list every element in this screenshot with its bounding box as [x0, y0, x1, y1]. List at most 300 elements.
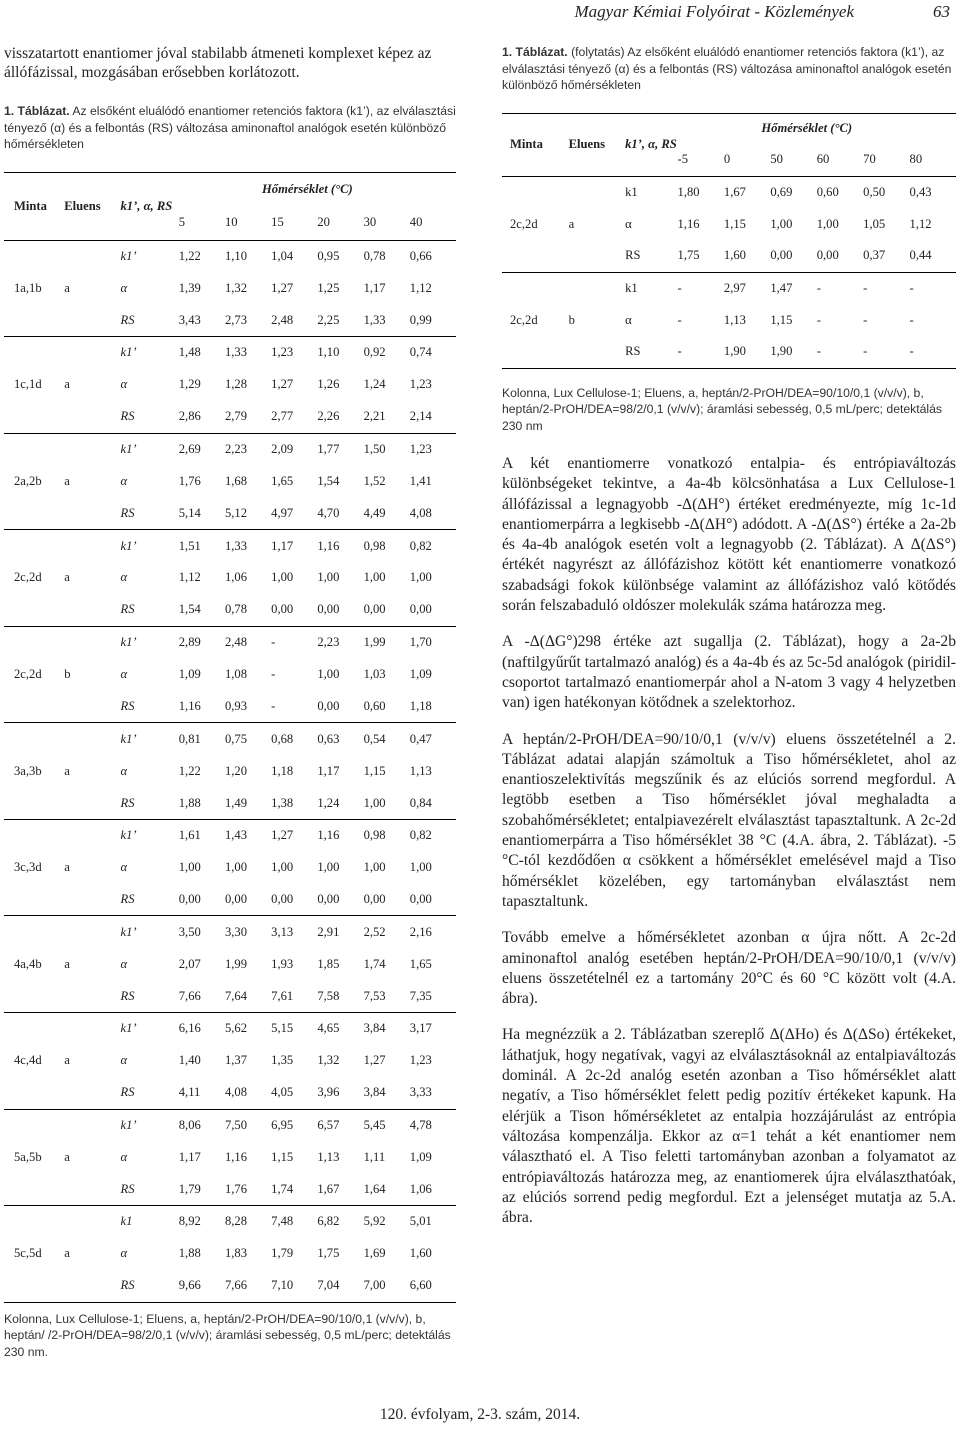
eluens-cell — [64, 433, 120, 465]
value-cell: 1,23 — [410, 433, 456, 465]
value-cell: - — [816, 312, 821, 327]
eluens-cell — [64, 723, 120, 755]
value-cell: 2,25 — [317, 312, 340, 327]
table-row — [4, 369, 456, 401]
table1-caption — [4, 103, 456, 153]
col-temp-label: Hőmérséklet (°C) — [761, 120, 853, 135]
value-cell: 0,54 — [364, 723, 410, 755]
value-cell: - — [271, 698, 276, 713]
eluens-cell — [64, 1206, 120, 1238]
value-cell: 3,96 — [317, 1085, 340, 1100]
value-cell: 1,65 — [271, 473, 294, 488]
value-cell: 1,67 — [723, 184, 746, 199]
value-cell: 0,50 — [863, 184, 886, 199]
value-cell: 7,66 — [178, 988, 201, 1003]
value-cell: 3,13 — [271, 916, 317, 948]
value-cell: 7,00 — [363, 1278, 386, 1293]
param-cell: k1’ — [121, 337, 179, 369]
value-cell: 1,51 — [179, 530, 225, 562]
minta-cell — [4, 1270, 64, 1302]
value-cell: 1,65 — [409, 956, 432, 971]
value-cell: 1,39 — [178, 280, 201, 295]
table1-footnote: Kolonna, Lux Cellulose-1; Eluens, a, heptán/2-PrOH/DEA=90/10/0,1 (v/v/v), b, heptán/ /2-PrOH/DEA=98/2/0,1 (v/v/v); áramlási sebesség, 0,5 mL/perc; detektálás 230 nm. — [4, 1311, 451, 1359]
temp-header: 70 — [863, 151, 876, 166]
eluens-cell — [569, 240, 625, 272]
value-cell: 1,09 — [409, 1149, 432, 1164]
col-temp-label: Hőmérséklet (°C) — [262, 181, 353, 196]
value-cell: 1,68 — [224, 473, 247, 488]
value-cell: 1,00 — [409, 860, 432, 875]
value-cell: 1,33 — [225, 530, 271, 562]
param-cell: RS — [120, 602, 135, 617]
value-cell: 0,78 — [224, 602, 247, 617]
value-cell: 1,60 — [409, 1246, 432, 1261]
temp-header: 10 — [224, 215, 238, 230]
minta-cell: 5c,5d — [14, 1246, 42, 1261]
value-cell: 0,00 — [271, 602, 294, 617]
value-cell: 1,79 — [271, 1246, 294, 1261]
value-cell: 1,75 — [317, 1246, 340, 1261]
minta-cell — [4, 498, 64, 530]
minta-cell — [4, 240, 64, 272]
value-cell: 1,23 — [271, 337, 317, 369]
page-number: 63 — [933, 2, 950, 21]
temp-header: 60 — [816, 151, 830, 166]
eluens-cell — [64, 980, 120, 1012]
param-cell: k1’ — [121, 530, 179, 562]
eluens-cell: a — [64, 1149, 70, 1164]
value-cell: 1,85 — [317, 956, 340, 971]
param-cell: k1 — [121, 1206, 179, 1238]
table1-cont-caption — [502, 44, 956, 94]
value-cell: 1,28 — [224, 377, 247, 392]
value-cell: 1,00 — [271, 860, 294, 875]
table1-continued — [502, 113, 956, 369]
value-cell: - — [271, 667, 276, 682]
value-cell: - — [271, 626, 317, 658]
value-cell: 1,43 — [225, 819, 271, 851]
value-cell: 2,89 — [179, 626, 225, 658]
value-cell: 7,04 — [317, 1278, 340, 1293]
value-cell: 1,35 — [271, 1053, 294, 1068]
value-cell: 0,63 — [317, 723, 363, 755]
body-text — [502, 454, 956, 1228]
value-cell: 0,98 — [364, 819, 410, 851]
minta-cell — [4, 916, 64, 948]
minta-cell: 1a,1b — [14, 280, 42, 295]
value-cell: 8,28 — [225, 1206, 271, 1238]
table-row — [4, 1141, 456, 1173]
eluens-cell — [64, 1013, 120, 1045]
table-row — [4, 304, 456, 336]
value-cell: 1,41 — [409, 473, 432, 488]
value-cell: 1,00 — [317, 860, 340, 875]
value-cell: 1,12 — [909, 216, 932, 231]
value-cell: 2,73 — [224, 312, 247, 327]
table-row — [4, 337, 456, 369]
table-row — [4, 819, 456, 851]
value-cell: 0,00 — [178, 892, 201, 907]
minta-cell: 4a,4b — [14, 956, 42, 971]
value-cell: 4,08 — [224, 1085, 247, 1100]
value-cell: - — [863, 344, 868, 359]
value-cell: 1,06 — [409, 1181, 432, 1196]
value-cell: 4,70 — [317, 505, 340, 520]
value-cell: 4,65 — [317, 1013, 363, 1045]
value-cell: 1,00 — [363, 860, 386, 875]
table-row — [4, 658, 456, 690]
eluens-cell — [64, 337, 120, 369]
value-cell: 1,00 — [770, 216, 793, 231]
value-cell: 1,06 — [224, 570, 247, 585]
body-paragraph: Tovább emelve a hőmérsékletet azonban α újra nőtt. A 2c-2d aminonaftol analóg esetében heptán/2-PrOH/DEA=90/10/0,1 (v/v/v) eluens összetételnél ez a tartomány 20°C és 60 °C között volt (4.A. ábra). — [502, 929, 956, 1008]
value-cell: 8,92 — [179, 1206, 225, 1238]
minta-cell — [4, 884, 64, 916]
value-cell: 1,79 — [178, 1181, 201, 1196]
param-cell: RS — [120, 409, 135, 424]
col-minta: Minta — [510, 137, 543, 151]
param-cell: α — [120, 1149, 128, 1164]
value-cell: 1,25 — [317, 280, 340, 295]
value-cell: 6,16 — [179, 1013, 225, 1045]
body-paragraph: A két enantiomerre vonatkozó entalpia- és entrópiaváltozás különbségeket tekintve, a 4a-4b kölcsönhatása a Lux Cellulose-1 állófázissal a legnagyobb -Δ(ΔH°) értéket eredményezte, míg 1c-1d enantiomerpárra a legkisebb -Δ(ΔH°) adódott. A -Δ(ΔS°) értéke a 2a-2b és 4a-4b analógok esetén volt a legnagyobb (2. Táblázat). A Δ(ΔS°) értékét nagyrészt az állófázishoz kötött két enantiomerre vonatkozó szabadsági fokok különbsége valamint az állófázishoz való kötődés során felszabaduló oldószer molekulák száma határozza meg. — [502, 455, 956, 615]
minta-cell — [4, 1206, 64, 1238]
minta-cell — [502, 176, 569, 208]
body-paragraph: Ha megnézzük a 2. Táblázatban szereplő Δ(ΔHo) és Δ(ΔSo) értékeket, láthatjuk, hogy negatívak, vagyi az elválasztásoknál az entalpiaváltozás dominál. A 2c-2d analóg esetén azonban a Tiso hőmérséklet alatt negatív, a Tiso hőmérséklet felett pedig pozitív értékeket kapunk. Ha elérjük a Tison hőmérsékletet az entalpia hozzájárulást az entrópia változása kompenzálja. Ekkor az α=1 tehát a két enantiomer nem választható el. A Tiso feletti tartományban azonban a folyamatot az entrópiaváltozás határozza meg, az enantiomerek újra elválaszthatóak, az elúciós sorrend pedig megfordul. Ezt a jelenséget mutatja az 5.A. ábra. — [502, 1026, 956, 1227]
value-cell: 0,00 — [363, 892, 386, 907]
param-cell: k1’ — [121, 723, 179, 755]
value-cell: 0,66 — [409, 248, 432, 263]
intro-paragraph: visszatartott enantiomer jóval stabilabb átmeneti komplexet képez az állófázissal, mozgásában erősebben korlátozott. — [4, 45, 432, 81]
value-cell: 1,32 — [224, 280, 247, 295]
value-cell: 1,00 — [317, 570, 340, 585]
value-cell: 0,60 — [816, 184, 839, 199]
value-cell: 1,33 — [363, 312, 386, 327]
value-cell: 0,47 — [410, 723, 456, 755]
param-cell: RS — [120, 505, 135, 520]
value-cell: 1,00 — [409, 570, 432, 585]
eluens-cell: a — [64, 1053, 70, 1068]
minta-cell — [4, 1013, 64, 1045]
eluens-cell — [64, 530, 120, 562]
right-column — [502, 44, 956, 1228]
value-cell: - — [816, 344, 821, 359]
value-cell: 2,26 — [317, 409, 340, 424]
param-cell: k1’ — [120, 248, 137, 263]
value-cell: 3,50 — [179, 916, 225, 948]
param-cell: α — [625, 216, 632, 231]
value-cell: 1,52 — [363, 473, 386, 488]
value-cell: 1,32 — [317, 1053, 340, 1068]
value-cell: 2,69 — [179, 433, 225, 465]
value-cell: 0,37 — [863, 248, 886, 263]
param-cell: k1 — [625, 184, 638, 199]
value-cell: 1,37 — [224, 1053, 247, 1068]
param-cell: α — [120, 1246, 128, 1261]
value-cell: 1,67 — [317, 1181, 340, 1196]
table-row — [4, 626, 456, 658]
value-cell: - — [677, 344, 682, 359]
page-footer: 120. évfolyam, 2-3. szám, 2014. — [379, 1406, 581, 1423]
page-header — [0, 2, 960, 26]
minta-cell — [502, 336, 569, 368]
table-row — [502, 272, 956, 304]
minta-cell — [4, 980, 64, 1012]
value-cell: 2,77 — [271, 409, 294, 424]
eluens-cell: a — [64, 956, 70, 971]
table2-body — [502, 176, 956, 368]
value-cell: 0,99 — [409, 312, 432, 327]
value-cell: 1,24 — [363, 377, 386, 392]
value-cell: 1,74 — [271, 1181, 294, 1196]
minta-cell: 4c,4d — [14, 1053, 42, 1068]
value-cell: 6,95 — [271, 1109, 317, 1141]
eluens-cell — [64, 691, 120, 723]
minta-cell — [4, 1173, 64, 1205]
value-cell: 1,49 — [224, 795, 247, 810]
value-cell: 7,48 — [271, 1206, 317, 1238]
value-cell: 6,60 — [409, 1278, 432, 1293]
value-cell: 0,00 — [271, 892, 294, 907]
eluens-cell: a — [64, 860, 70, 875]
value-cell: 9,66 — [178, 1278, 201, 1293]
value-cell: 2,79 — [224, 409, 247, 424]
param-cell: RS — [120, 1085, 135, 1100]
minta-cell: 2c,2d — [14, 570, 42, 585]
minta-cell: 2c,2d — [510, 216, 538, 231]
col-params: k1’, α, RS — [625, 137, 677, 151]
caption-text: Az elsőként eluálódó enantiomer retenciós faktora (k1’), az elválasztási tényező (α) és a felbontás (RS) változása aminonaftol analógok esetén különböző hőmérsékleten — [4, 104, 456, 151]
caption-text: (folytatás) Az elsőként eluálódó enantiomer retenciós faktora (k1’), az elválasztási tényező (α) és a felbontás (RS) változása aminonaftol analógok esetén különböző hőmérsékleten — [502, 45, 952, 92]
value-cell: 5,14 — [178, 505, 201, 520]
value-cell: 0,81 — [179, 723, 225, 755]
table-row — [4, 691, 456, 723]
value-cell: 4,97 — [271, 505, 294, 520]
value-cell: 5,62 — [225, 1013, 271, 1045]
eluens-cell: b — [568, 312, 575, 327]
temp-header: 20 — [317, 215, 330, 230]
value-cell: 1,00 — [224, 860, 247, 875]
value-cell: 1,15 — [723, 216, 746, 231]
value-cell: 1,64 — [363, 1181, 386, 1196]
value-cell: 7,50 — [225, 1109, 271, 1141]
value-cell: 1,50 — [364, 433, 410, 465]
param-cell: RS — [120, 795, 135, 810]
value-cell: 1,40 — [178, 1053, 201, 1068]
eluens-cell — [64, 884, 120, 916]
param-cell: RS — [120, 1181, 135, 1196]
minta-cell — [4, 626, 64, 658]
eluens-cell — [569, 176, 625, 208]
minta-cell: 2a,2b — [14, 473, 42, 488]
value-cell: 4,11 — [178, 1085, 201, 1100]
value-cell: 0,00 — [317, 602, 340, 617]
value-cell: 5,45 — [364, 1109, 410, 1141]
value-cell: 3,84 — [364, 1013, 410, 1045]
value-cell: 1,99 — [224, 956, 247, 971]
value-cell: 2,48 — [271, 312, 294, 327]
param-cell: k1’ — [121, 1109, 179, 1141]
param-cell: k1’ — [121, 433, 179, 465]
table-row — [4, 272, 456, 304]
value-cell: 1,69 — [363, 1246, 386, 1261]
value-cell: 5,15 — [271, 1013, 317, 1045]
value-cell: 2,07 — [178, 956, 201, 971]
param-cell: RS — [120, 312, 135, 327]
value-cell: 2,97 — [724, 272, 770, 304]
value-cell: 7,66 — [224, 1278, 247, 1293]
value-cell: 1,80 — [677, 184, 700, 199]
table-row — [4, 1013, 456, 1045]
param-cell: RS — [120, 1278, 135, 1293]
col-eluens: Eluens — [568, 137, 605, 151]
value-cell: 4,08 — [409, 505, 432, 520]
table-row — [4, 1206, 456, 1238]
eluens-cell — [64, 1109, 120, 1141]
table-row — [502, 336, 956, 368]
temp-header: 15 — [271, 215, 284, 230]
eluens-cell — [569, 336, 625, 368]
value-cell: 0,92 — [364, 337, 410, 369]
value-cell: 4,49 — [363, 505, 386, 520]
value-cell: 3,84 — [363, 1085, 386, 1100]
table1 — [4, 172, 456, 1303]
value-cell: 1,22 — [178, 763, 201, 778]
value-cell: 1,18 — [409, 698, 432, 713]
table-row — [4, 1109, 456, 1141]
minta-cell: 2c,2d — [510, 312, 538, 327]
value-cell: 0,68 — [271, 723, 317, 755]
param-cell: α — [120, 667, 128, 682]
value-cell: 0,84 — [409, 795, 432, 810]
value-cell: 1,88 — [178, 1246, 201, 1261]
value-cell: - — [817, 272, 863, 304]
minta-cell — [4, 691, 64, 723]
value-cell: 0,43 — [909, 184, 932, 199]
value-cell: 1,00 — [317, 667, 340, 682]
minta-cell — [4, 530, 64, 562]
param-cell: k1’ — [121, 626, 179, 658]
param-cell: α — [120, 280, 128, 295]
table-row — [502, 208, 956, 240]
value-cell: 1,04 — [271, 248, 294, 263]
param-cell: α — [625, 312, 632, 327]
value-cell: 1,00 — [816, 216, 839, 231]
eluens-cell — [64, 304, 120, 336]
value-cell: 1,15 — [363, 763, 386, 778]
value-cell: 2,16 — [410, 916, 456, 948]
value-cell: 1,76 — [178, 473, 201, 488]
value-cell: - — [677, 312, 682, 327]
value-cell: 7,35 — [409, 988, 432, 1003]
value-cell: 1,93 — [271, 956, 294, 971]
value-cell: 1,16 — [224, 1149, 247, 1164]
value-cell: 1,75 — [677, 248, 700, 263]
param-cell: k1’ — [121, 819, 179, 851]
eluens-cell: a — [568, 216, 575, 231]
value-cell: 1,60 — [723, 248, 746, 263]
value-cell: 2,52 — [364, 916, 410, 948]
value-cell: 1,76 — [224, 1181, 247, 1196]
value-cell: - — [863, 312, 868, 327]
value-cell: 2,09 — [271, 433, 317, 465]
eluens-cell: a — [64, 280, 70, 295]
value-cell: 0,78 — [363, 248, 386, 263]
col-params: k1’, α, RS — [120, 198, 173, 213]
value-cell: 1,05 — [863, 216, 886, 231]
param-cell: RS — [120, 892, 135, 907]
minta-cell — [4, 594, 64, 626]
value-cell: - — [678, 272, 724, 304]
param-cell: k1 — [625, 272, 677, 304]
value-cell: - — [863, 272, 909, 304]
param-cell: α — [120, 377, 128, 392]
eluens-cell: a — [64, 1246, 70, 1261]
param-cell: k1’ — [121, 916, 179, 948]
table-row — [4, 723, 456, 755]
value-cell: 1,00 — [363, 795, 386, 810]
value-cell: 1,90 — [770, 344, 793, 359]
table-row — [4, 498, 456, 530]
table-row — [4, 562, 456, 594]
eluens-cell: a — [64, 377, 70, 392]
eluens-cell: b — [64, 667, 71, 682]
value-cell: 0,60 — [363, 698, 386, 713]
table-row — [4, 1238, 456, 1270]
value-cell: 1,00 — [178, 860, 201, 875]
param-cell: α — [120, 763, 128, 778]
value-cell: 1,27 — [271, 377, 294, 392]
value-cell: 1,12 — [178, 570, 201, 585]
body-paragraph: A heptán/2-PrOH/DEA=90/10/0,1 (v/v/v) eluens összetételnél a 2. Táblázat adatai alapján számoltuk a Tiso hőmérsékletet, ahol az enantioszelektivítás megszűnik és az elúciós sorrend megfordul. A legtöbb esetben a Tiso hőmérséklet jóval meghaladta a szobahőmérsékletet; entalpiavezérelt elválasztást tapasztaltunk. A 2c-2d enantiomerpárra a Tiso hőmérséklet 38 °C (4.A. ábra, 2. Táblázat). -5 °C-tól kezdődően α csökkent a hőmérséklet emelésével majd a Tiso hőmérséklet közelében, egy tartományban elválasztást nem tapasztaltunk. — [502, 730, 956, 910]
table-row — [4, 884, 456, 916]
value-cell: 0,98 — [364, 530, 410, 562]
value-cell: 1,16 — [178, 698, 201, 713]
value-cell: - — [909, 312, 914, 327]
value-cell: 0,00 — [317, 698, 340, 713]
table-row — [502, 176, 956, 208]
minta-cell — [4, 819, 64, 851]
value-cell: 1,29 — [178, 377, 201, 392]
temp-header: 40 — [409, 215, 423, 230]
value-cell: 1,00 — [271, 570, 294, 585]
value-cell: 1,20 — [224, 763, 247, 778]
eluens-cell — [64, 1077, 120, 1109]
value-cell: 0,00 — [409, 602, 432, 617]
value-cell: 1,13 — [317, 1149, 340, 1164]
table1-cont-footnote: Kolonna, Lux Cellulose-1; Eluens, a, heptán/2-PrOH/DEA=90/10/0,1 (v/v/v), b, heptán/2-PrOH/DEA=98/2/0,1 (v/v/v); áramlási sebesség, 0,5 mL/perc; detektálás 230 nm — [502, 385, 942, 433]
col-eluens: Eluens — [64, 198, 101, 213]
value-cell: 5,01 — [410, 1206, 456, 1238]
value-cell: 1,23 — [409, 377, 432, 392]
value-cell: 5,12 — [224, 505, 247, 520]
value-cell: 0,00 — [224, 892, 247, 907]
value-cell: 1,61 — [179, 819, 225, 851]
value-cell: 7,58 — [317, 988, 340, 1003]
table-row — [4, 980, 456, 1012]
value-cell: 0,00 — [363, 602, 386, 617]
param-cell: α — [120, 570, 128, 585]
table-row — [4, 916, 456, 948]
value-cell: 1,74 — [363, 956, 386, 971]
table-row — [4, 465, 456, 497]
col-minta: Minta — [14, 198, 47, 213]
eluens-cell — [64, 1270, 120, 1302]
param-cell: RS — [120, 988, 135, 1003]
param-cell: α — [120, 473, 128, 488]
value-cell: 1,17 — [271, 530, 317, 562]
value-cell: 1,16 — [677, 216, 700, 231]
